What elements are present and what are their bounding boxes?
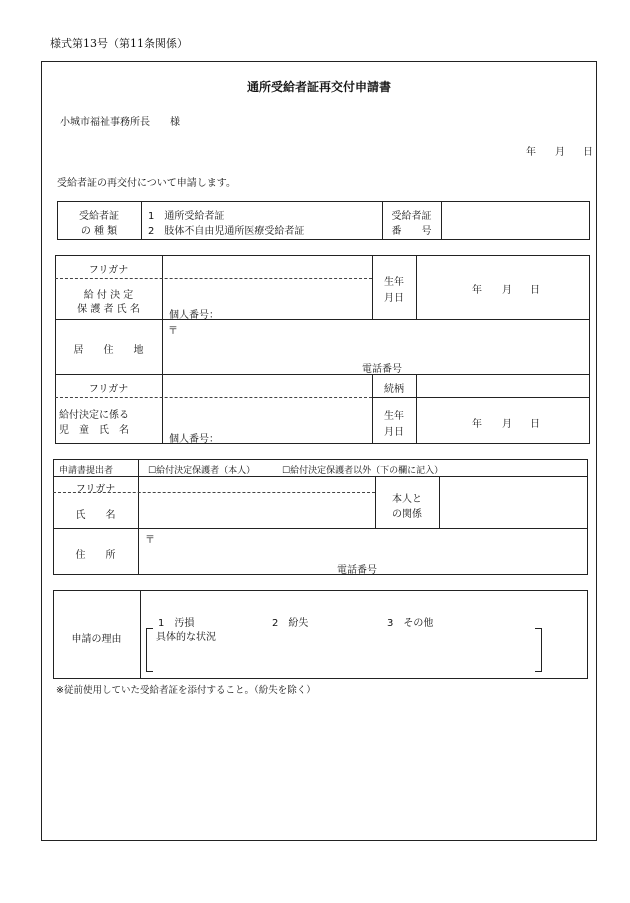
child-birth-label-2: 月日: [384, 427, 404, 438]
child-name-label-1: 給付決定に係る: [59, 410, 129, 421]
guardian-phone-label: 電話番号: [362, 364, 402, 375]
guardian-furigana-label: フリガナ: [88, 265, 129, 276]
reason-detail-label: 具体的な状況: [156, 632, 216, 643]
child-birth-label-1: 生年: [384, 411, 404, 422]
child-name-field[interactable]: [168, 401, 368, 423]
reason-detail-field[interactable]: [158, 643, 528, 669]
child-relationship-label: 続柄: [384, 384, 404, 395]
addressee: 小城市福祉事務所長 様: [60, 117, 180, 128]
date-day-label: 日: [583, 147, 593, 158]
child-birth-day: 日: [530, 419, 540, 430]
form-title: 通所受給者証再交付申請書: [246, 80, 391, 94]
cert-type-label-1: 受給者証: [79, 211, 119, 222]
guardian-individual-number-label: 個人番号：: [169, 310, 219, 321]
guardian-birth-label-2: 月日: [384, 293, 404, 304]
guardian-name-label-2: 保 護 者 氏 名: [77, 304, 140, 315]
intro-text: 受給者証の再交付について申請します。: [57, 178, 236, 189]
guardian-address-label: 居 住 地: [73, 345, 144, 356]
cert-type-label-2: の 種 類: [80, 226, 118, 237]
applicant-postal-mark: 〒: [145, 535, 155, 546]
cert-number-field[interactable]: [446, 205, 586, 235]
guardian-name-field[interactable]: [168, 282, 368, 304]
reason-option-3[interactable]: 3 その他: [387, 618, 434, 629]
cert-option-2: 2 肢体不自由児通所医療受給者証: [148, 226, 305, 237]
detail-bracket-left: [146, 628, 153, 672]
applicant-furigana-label: フリガナ: [75, 484, 116, 495]
child-individual-number-label: 個人番号：: [169, 434, 219, 445]
cert-option-1: 1 通所受給者証: [148, 211, 225, 222]
child-birth-month: 月: [502, 419, 512, 430]
guardian-furigana-field[interactable]: [168, 260, 368, 276]
applicant-option-other[interactable]: ☐給付決定保護者以外（下の欄に記入）: [282, 466, 444, 476]
cert-number-label-1: 受給者証: [391, 211, 432, 222]
child-name-label-2: 児 童 氏 名: [59, 425, 129, 436]
guardian-birth-day: 日: [530, 285, 540, 296]
form-number: 様式第13号（第11条関係）: [50, 37, 188, 50]
guardian-birth-label-1: 生年: [384, 277, 404, 288]
guardian-birth-month: 月: [502, 285, 512, 296]
guardian-birth-year: 年: [472, 285, 482, 296]
applicant-furigana-field[interactable]: [144, 479, 370, 491]
reason-label: 申請の理由: [71, 634, 122, 645]
applicant-address-field[interactable]: [158, 533, 578, 558]
applicant-phone-label: 電話番号: [337, 565, 377, 576]
applicant-name-label: 氏 名: [75, 510, 116, 521]
footnote: ※従前使用していた受給者証を添付すること。（紛失を除く）: [56, 685, 316, 696]
child-furigana-field[interactable]: [168, 378, 368, 394]
child-furigana-label: フリガナ: [88, 384, 129, 395]
child-relationship-field[interactable]: [420, 378, 585, 394]
applicant-label: 申請書提出者: [59, 466, 114, 476]
cert-number-label-2: 番 号: [391, 226, 432, 237]
applicant-option-self[interactable]: ☐給付決定保護者（本人）: [148, 466, 256, 476]
date-month-label: 月: [555, 147, 565, 158]
detail-bracket-right: [535, 628, 542, 672]
guardian-postal-mark: 〒: [168, 326, 178, 337]
date-year-label: 年: [526, 147, 536, 158]
guardian-address-field[interactable]: [180, 324, 580, 354]
reason-option-1[interactable]: 1 汚損: [158, 618, 195, 629]
child-birth-year: 年: [472, 419, 482, 430]
applicant-name-field[interactable]: [144, 496, 370, 524]
reason-option-2[interactable]: 2 紛失: [272, 618, 309, 629]
applicant-relation-field[interactable]: [444, 480, 584, 524]
applicant-address-label: 住 所: [75, 550, 116, 561]
guardian-name-label-1: 給 付 決 定: [83, 290, 134, 301]
applicant-relation-label-2: の関係: [392, 509, 422, 520]
applicant-relation-label-1: 本人と: [392, 494, 422, 505]
